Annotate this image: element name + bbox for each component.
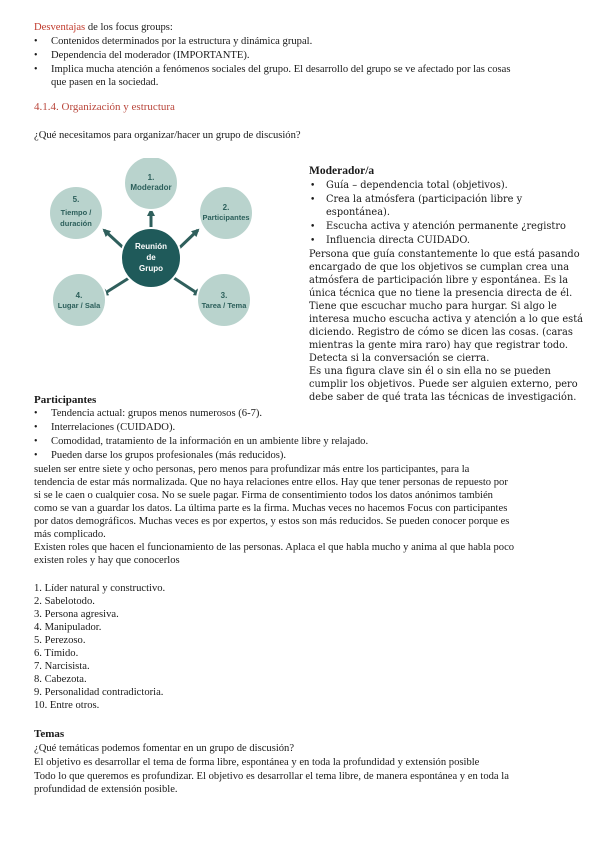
arrow-to-task <box>174 278 200 295</box>
participants-paragraph-line: por datos demográficos. Muchas veces es por expertos, y estos son más reducidos. Se pueden conocer porque es <box>34 516 510 527</box>
moderator-bullet-continuation: espontánea). <box>326 207 390 218</box>
moderator-paragraph-line: atmósfera de participación libre y espontánea. Es la <box>309 275 569 286</box>
node-task-label: Tarea / Tema <box>201 301 247 310</box>
bullet-icon: • <box>310 195 316 205</box>
role-item: 5. Perezoso. <box>34 635 86 646</box>
disadvantages-title-rest: de los focus groups: <box>85 22 173 33</box>
moderator-paragraph-line: Es una figura clave sin él o sin ella no se pueden <box>309 366 551 377</box>
moderator-paragraph-line: Tiene que escuchar mucho para hurgar. Si algo le <box>309 301 557 312</box>
node-task-number: 3. <box>220 291 228 300</box>
topics-line: El objetivo es desarrollar el tema de forma libre, espontánea y en toda la profundidad y extensión posible <box>34 757 480 768</box>
moderator-paragraph-line: Detecta si la conversación se cierra. <box>309 353 490 364</box>
participants-bullet: Pueden darse los grupos profesionales (más reducidos). <box>51 450 287 461</box>
role-item: 1. Líder natural y constructivo. <box>34 583 166 594</box>
bullet-icon: • <box>34 422 38 433</box>
participants-paragraph-line: como se van a guardar los datos. La última parte es la firma. Muchas veces no hacemos Focus con participantes <box>34 503 508 514</box>
moderator-bullet: Influencia directa CUIDADO. <box>326 235 470 246</box>
moderator-bullet: Crea la atmósfera (participación libre y <box>326 194 523 205</box>
topics-line: Todo lo que queremos es profundizar. El objetivo es desarrollar el tema libre, de manera espontánea y en toda la <box>34 771 509 782</box>
section-question: ¿Qué necesitamos para organizar/hacer un grupo de discusión? <box>34 130 301 141</box>
topics-title: Temas <box>34 728 65 740</box>
moderator-paragraph-line: mientras la gente mira raro) hay que registrar todo. <box>309 340 568 351</box>
list-item: Implica mucha atención a fenómenos sociales del grupo. El desarrollo del grupo se ve afectado por las cosas <box>51 64 511 75</box>
participants-paragraph-line: tendencia de estar más normalizada. Que no haya relaciones entre ellos. Hay que tener personas de repuesto por <box>34 477 508 488</box>
node-place-label: Lugar / Sala <box>57 301 101 310</box>
participants-paragraph-line: Existen roles que hacen el funcionamiento de las personas. Aplaca el que habla mucho y anima al que habla poco <box>34 542 515 553</box>
node-participants-label: Participantes <box>202 213 250 222</box>
moderator-paragraph-line: interesa mucho escucha activa y atención a lo que está <box>309 314 583 325</box>
moderator-paragraph-line: encargado de que los objetivos se cumplan crea una <box>309 262 570 273</box>
participants-bullet: Comodidad, tratamiento de la información en un ambiente libre y relajado. <box>51 436 369 447</box>
node-task <box>197 273 251 327</box>
participants-paragraph-line: suelen ser entre siete y ocho personas, pero menos para profundizar más entre los participantes, para la <box>34 464 470 475</box>
node-time-label: Tiempo / <box>60 208 92 217</box>
list-item-continuation: que pasen en la sociedad. <box>51 77 159 88</box>
moderator-paragraph-line: cumplir los objetivos. Puede ser alguien externo, pero <box>309 379 578 390</box>
role-item: 7. Narcisista. <box>34 661 90 672</box>
disadvantages-title <box>34 21 173 34</box>
topics-line: ¿Qué temáticas podemos fomentar en un grupo de discusión? <box>34 743 295 754</box>
node-place <box>52 273 106 327</box>
role-item: 4. Manipulador. <box>34 622 102 633</box>
list-item: Contenidos determinados por la estructura y dinámica grupal. <box>51 36 313 47</box>
node-moderator-label: Moderador <box>130 183 172 192</box>
bullet-icon: • <box>34 450 38 461</box>
role-item: 6. Tímido. <box>34 648 79 659</box>
node-time-number: 5. <box>72 195 80 204</box>
participants-paragraph-line: más complicado. <box>34 529 106 540</box>
node-time-label-2: duración <box>60 219 92 228</box>
disadvantages-highlight: Desventajas <box>34 22 86 33</box>
bullet-icon: • <box>310 181 316 191</box>
bullet-icon: • <box>34 36 38 47</box>
participants-paragraph-line: si se le caen o cualquier cosa. No se suele pagar. Firma de consentimiento todos los datos anónimos también <box>34 490 493 501</box>
role-item: 2. Sabelotodo. <box>34 596 95 607</box>
bullet-icon: • <box>310 236 316 246</box>
bullet-icon: • <box>34 64 38 75</box>
role-item: 10. Entre otros. <box>34 700 100 711</box>
moderator-bullet: Guía – dependencia total (objetivos). <box>326 180 508 191</box>
participants-bullet: Tendencia actual: grupos menos numerosos (6-7). <box>51 408 263 419</box>
role-item: 9. Personalidad contradictoria. <box>34 687 164 698</box>
moderator-paragraph-line: Persona que guía constantemente lo que está pasando <box>309 249 580 260</box>
moderator-bullet: Escucha activa y atención permanente ¿registro <box>326 221 566 232</box>
role-item: 3. Persona agresiva. <box>34 609 119 620</box>
section-heading: 4.1.4. Organización y estructura <box>34 101 175 113</box>
center-label-3: Grupo <box>139 264 163 273</box>
moderator-paragraph-line: debe saber de qué trata las técnicas de investigación. <box>309 392 577 403</box>
role-item: 8. Cabezota. <box>34 674 87 685</box>
center-label-2: de <box>146 253 156 262</box>
bullet-icon: • <box>310 222 316 232</box>
bullet-icon: • <box>34 436 38 447</box>
node-moderator-number: 1. <box>147 173 155 182</box>
bullet-icon: • <box>34 408 38 419</box>
participants-bullet: Interrelaciones (CUIDADO). <box>51 422 176 433</box>
participants-title: Participantes <box>34 394 97 406</box>
bullet-icon: • <box>34 50 38 61</box>
node-place-number: 4. <box>75 291 83 300</box>
topics-line: profundidad de extensión posible. <box>34 784 178 795</box>
list-item: Dependencia del moderador (IMPORTANTE). <box>51 50 250 61</box>
moderator-paragraph-line: diciendo. Registro de cómo se dicen las cosas. (caras <box>309 327 573 338</box>
moderator-title: Moderador/a <box>309 165 375 177</box>
center-label-1: Reunión <box>135 242 167 251</box>
node-participants-number: 2. <box>222 203 230 212</box>
arrow-to-place <box>102 278 129 295</box>
participants-paragraph-line: existen roles y hay que conocerlos <box>34 555 180 566</box>
moderator-paragraph-line: única técnica que no tiene la presencia directa de él. <box>309 288 573 299</box>
organization-diagram <box>34 158 284 348</box>
